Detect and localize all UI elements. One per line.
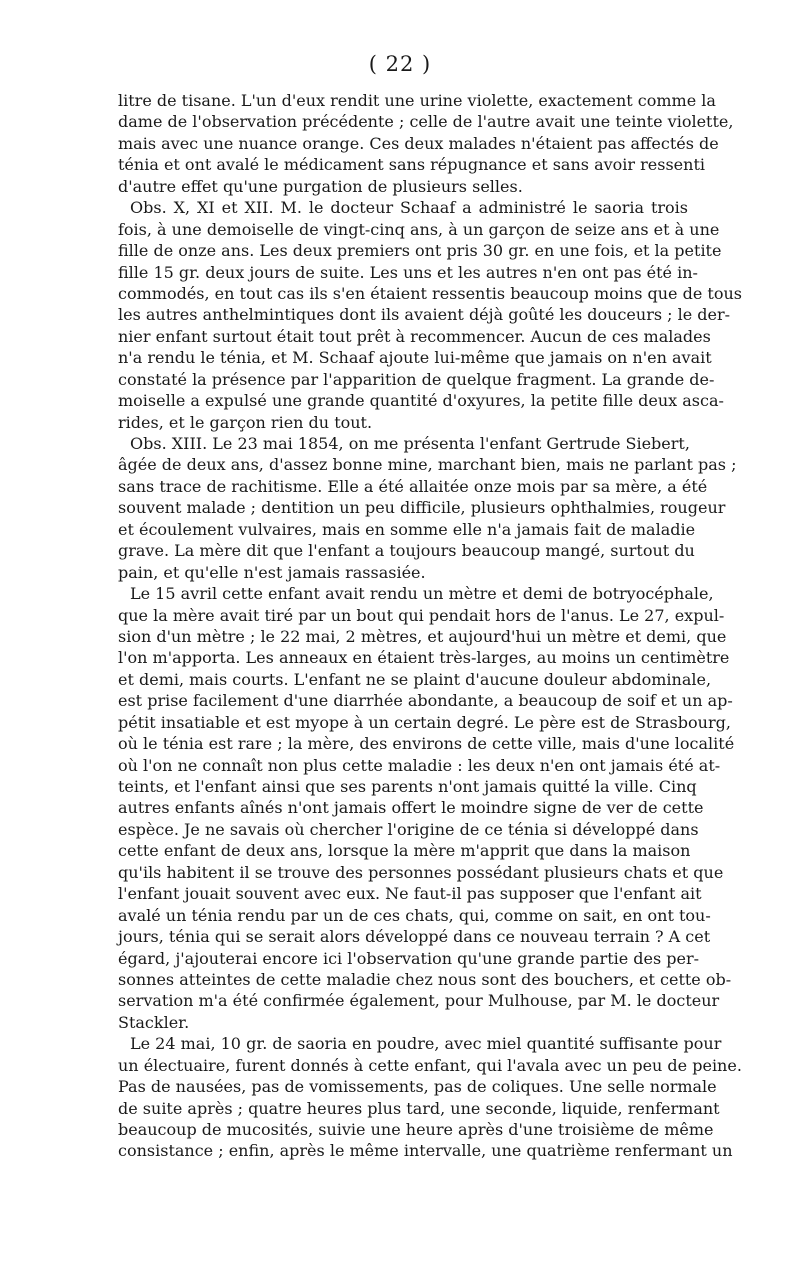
text-line: est prise facilement d'une diarrhée abondante, a beaucoup de soif et un ap- xyxy=(118,691,733,711)
text-line: jours, ténia qui se serait alors développé dans ce nouveau terrain ? A cet xyxy=(118,927,711,947)
text-line: âgée de deux ans, d'assez bonne mine, marchant bien, mais ne parlant pas ; xyxy=(118,455,737,475)
text-line: mais avec une nuance orange. Ces deux malades n'étaient pas affectés de xyxy=(118,133,719,153)
text-line: n'a rendu le ténia, et M. Schaaf ajoute lui-même que jamais on n'en avait xyxy=(118,348,712,368)
text-line: pétit insatiable et est myope à un certain degré. Le père est de Strasbourg, xyxy=(118,712,731,732)
text-line: l'enfant jouait souvent avec eux. Ne faut-il pas supposer que l'enfant ait xyxy=(118,884,702,904)
text-line: teints, et l'enfant ainsi que ses parents n'ont jamais quitté la ville. Cinq xyxy=(118,777,697,796)
text-line: sonnes atteintes de cette maladie chez nous sont des bouchers, et cette ob- xyxy=(118,969,732,989)
text-line: pain, et qu'elle n'est jamais rassasiée. xyxy=(118,562,426,582)
body-text xyxy=(118,90,742,1162)
text-line: Obs. XIII. Le 23 mai 1854, on me présenta l'enfant Gertrude Siebert, xyxy=(130,434,690,453)
text-line: où le ténia est rare ; la mère, des environs de cette ville, mais d'une localité xyxy=(118,734,735,754)
text-line: égard, j'ajouterai encore ici l'observation qu'une grande partie des per- xyxy=(118,948,700,968)
text-line: Obs. X, XI et XII. M. le docteur Schaaf a administré le saoria trois xyxy=(130,198,688,218)
text-line: Stackler. xyxy=(118,1012,190,1032)
text-line: cette enfant de deux ans, lorsque la mère m'apprit que dans la maison xyxy=(118,841,691,861)
text-line: autres enfants aînés n'ont jamais offert le moindre signe de ver de cette xyxy=(118,798,704,818)
text-line: un électuaire, furent donnés à cette enfant, qui l'avala avec un peu de peine. xyxy=(118,1055,742,1075)
text-line: nier enfant surtout était tout prêt à recommencer. Aucun de ces malades xyxy=(118,326,711,346)
text-line: dame de l'observation précédente ; celle de l'autre avait une teinte violette, xyxy=(118,112,734,132)
text-line: fois, à une demoiselle de vingt-cinq ans, à un garçon de seize ans et à une xyxy=(118,219,720,239)
text-line: litre de tisane. L'un d'eux rendit une urine violette, exactement comme la xyxy=(118,91,716,110)
text-line: fille 15 gr. deux jours de suite. Les uns et les autres n'en ont pas été in- xyxy=(118,262,698,282)
text-line: commodés, en tout cas ils s'en étaient ressentis beaucoup moins que de tous xyxy=(118,283,742,303)
text-line: beaucoup de mucosités, suivie une heure après d'une troisième de même xyxy=(118,1120,714,1139)
text-line: Le 24 mai, 10 gr. de saoria en poudre, avec miel quantité suffisante pour xyxy=(130,1034,722,1054)
text-line: qu'ils habitent il se trouve des personnes possédant plusieurs chats et que xyxy=(118,862,724,882)
text-line: que la mère avait tiré par un bout qui pendait hors de l'anus. Le 27, expul- xyxy=(118,605,725,625)
text-line: l'on m'apporta. Les anneaux en étaient très-larges, au moins un centimètre xyxy=(118,648,730,668)
text-line: souvent malade ; dentition un peu difficile, plusieurs ophthalmies, rougeur xyxy=(118,498,726,518)
text-line: ténia et ont avalé le médicament sans répugnance et sans avoir ressenti xyxy=(118,155,705,175)
text-line: sans trace de rachitisme. Elle a été allaitée onze mois par sa mère, a été xyxy=(118,476,708,496)
text-line: servation m'a été confirmée également, pour Mulhouse, par M. le docteur xyxy=(118,991,720,1011)
text-line: grave. La mère dit que l'enfant a toujours beaucoup mangé, surtout du xyxy=(118,541,695,561)
text-line: et écoulement vulvaires, mais en somme elle n'a jamais fait de maladie xyxy=(118,519,696,539)
text-line: sion d'un mètre ; le 22 mai, 2 mètres, et aujourd'hui un mètre et demi, que xyxy=(118,626,727,646)
text-line: les autres anthelmintiques dont ils avaient déjà goûté les douceurs ; le der- xyxy=(118,305,731,325)
text-line: constaté la présence par l'apparition de quelque fragment. La grande de- xyxy=(118,369,715,389)
text-line: où l'on ne connaît non plus cette maladie : les deux n'en ont jamais été at- xyxy=(118,755,721,775)
text-line: et demi, mais courts. L'enfant ne se plaint d'aucune douleur abdominale, xyxy=(118,669,712,689)
text-line: de suite après ; quatre heures plus tard, une seconde, liquide, renfermant xyxy=(118,1098,720,1118)
text-line: consistance ; enfin, après le même intervalle, une quatrième renfermant un xyxy=(118,1141,733,1161)
text-line: avalé un ténia rendu par un de ces chats, qui, comme on sait, en ont tou- xyxy=(118,905,711,925)
text-line: Pas de nausées, pas de vomissements, pas de coliques. Une selle normale xyxy=(118,1077,717,1097)
text-line: rides, et le garçon rien du tout. xyxy=(118,412,373,432)
text-line: fille de onze ans. Les deux premiers ont pris 30 gr. en une fois, et la petite xyxy=(118,241,722,261)
text-line: moiselle a expulsé une grande quantité d'oxyures, la petite fille deux asca- xyxy=(118,391,724,411)
text-line: Le 15 avril cette enfant avait rendu un mètre et demi de botryocéphale, xyxy=(130,584,714,604)
text-line: espèce. Je ne savais où chercher l'origine de ce ténia si développé dans xyxy=(118,819,699,839)
page-number: ( 22 ) xyxy=(368,52,432,76)
text-line: d'autre effet qu'une purgation de plusieurs selles. xyxy=(118,176,523,196)
